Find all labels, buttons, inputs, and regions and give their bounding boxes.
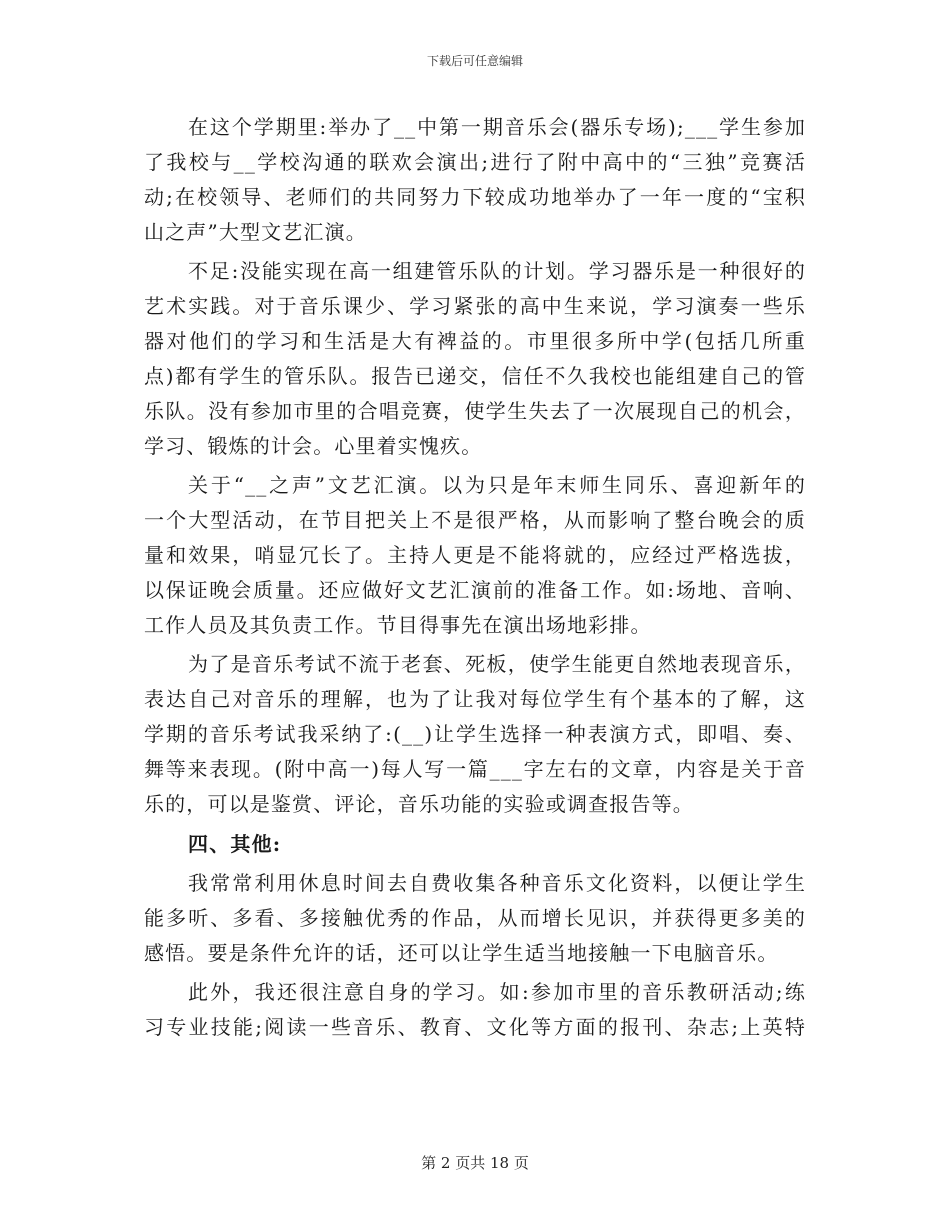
paragraph — [144, 468, 806, 643]
text-line: 器对他们的学习和生活是大有裨益的。市里很多所中学(包括几所重 — [144, 329, 806, 353]
text-line: 点)都有学生的管乐队。报告已递交，信任不久我校也能组建自己的管 — [144, 364, 806, 388]
text-line: 关于“__之声”文艺汇演。以为只是年末师生同乐、喜迎新年的 — [188, 473, 806, 497]
text-line: 不足:没能实现在高一组建管乐队的计划。学习器乐是一种很好的 — [188, 259, 806, 283]
text-line: 表达自己对音乐的理解，也为了让我对每位学生有个基本的了解，这 — [144, 687, 806, 711]
page-footer: 第 2 页共 18 页 — [421, 1154, 529, 1172]
text-line: 艺术实践。对于音乐课少、学习紧张的高中生来说，学习演奏一些乐 — [144, 294, 806, 318]
document-body — [144, 110, 806, 1049]
paragraph — [144, 975, 806, 1045]
text-line: 工作人员及其负责工作。节目得事先在演出场地彩排。 — [144, 613, 652, 637]
paragraph — [144, 866, 806, 971]
text-line: 了我校与__学校沟通的联欢会演出;进行了附中高中的“三独”竞赛活 — [144, 150, 806, 174]
text-line: 能多听、多看、多接触优秀的作品，从而增长见识，并获得更多美的 — [144, 906, 806, 930]
text-line: 以保证晚会质量。还应做好文艺汇演前的准备工作。如:场地、音响、 — [144, 578, 806, 602]
paragraph — [144, 647, 806, 822]
paragraph — [144, 110, 806, 250]
section-heading: 四、其他: — [188, 832, 282, 856]
text-line: 在这个学期里:举办了__中第一期音乐会(器乐专场);___学生参加 — [188, 115, 806, 139]
text-line: 量和效果，哨显冗长了。主持人更是不能将就的，应经过严格选拔， — [144, 543, 806, 567]
text-line: 习专业技能;阅读一些音乐、教育、文化等方面的报刊、杂志;上英特 — [144, 1015, 806, 1039]
text-line: 学期的音乐考试我采纳了:(__)让学生选择一种表演方式，即唱、奏、 — [144, 722, 806, 746]
text-line: 我常常利用休息时间去自费收集各种音乐文化资料，以便让学生 — [188, 871, 806, 895]
text-line: 学习、锻炼的计会。心里着实愧疚。 — [144, 434, 483, 458]
text-line: 感悟。要是条件允许的话，还可以让学生适当地接触一下电脑音乐。 — [144, 941, 779, 965]
text-line: 乐的，可以是鉴赏、评论，音乐功能的实验或调查报告等。 — [144, 792, 694, 816]
text-line: 山之声”大型文艺汇演。 — [144, 220, 367, 244]
text-line: 动;在校领导、老师们的共同努力下较成功地举办了一年一度的“宝积 — [144, 185, 806, 209]
page-header: 下载后可任意编辑 — [426, 54, 523, 68]
text-line: 此外，我还很注意自身的学习。如:参加市里的音乐教研活动;练 — [188, 980, 806, 1004]
text-line: 一个大型活动，在节目把关上不是很严格，从而影响了整台晚会的质 — [144, 508, 806, 532]
text-line: 舞等来表现。(附中高一)每人写一篇___字左右的文章，内容是关于音 — [144, 757, 806, 781]
text-line: 为了是音乐考试不流于老套、死板，使学生能更自然地表现音乐， — [188, 652, 806, 676]
paragraph — [144, 254, 806, 464]
text-line: 乐队。没有参加市里的合唱竞赛，使学生失去了一次展现自己的机会， — [144, 399, 806, 423]
